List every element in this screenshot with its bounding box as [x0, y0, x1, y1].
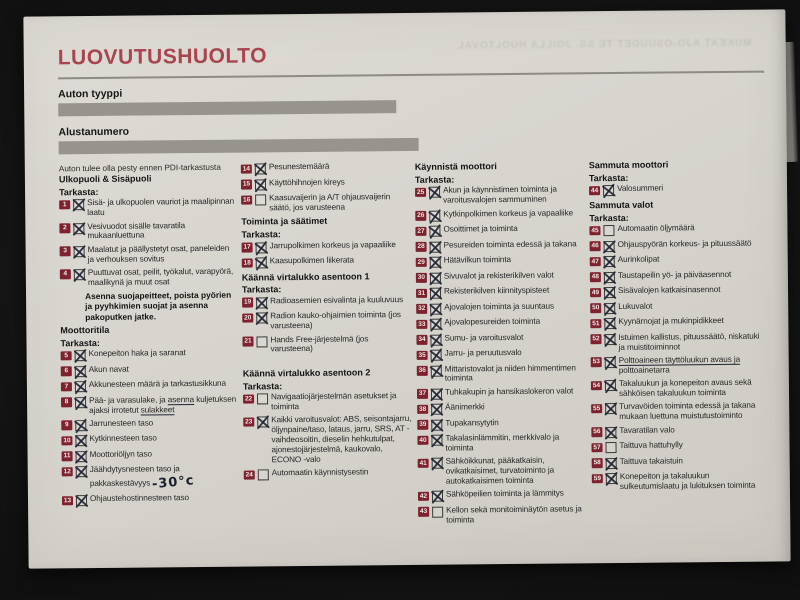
item-number-badge: 22: [244, 395, 253, 403]
checkbox-39[interactable]: [431, 419, 442, 430]
item-label: Kytkinpolkimen korkeus ja vapaaliike: [443, 207, 574, 219]
checklist-item-7: [61, 379, 238, 393]
item-number-badge: 59: [593, 474, 601, 482]
item-number-badge: 17: [243, 243, 251, 251]
checklist-item-16: [241, 192, 410, 213]
item-label: Polttoaineen täyttöluukun avaus ja polttoainetarra: [618, 354, 741, 375]
checkbox-20[interactable]: [256, 313, 267, 324]
checklist-item-31: [416, 285, 585, 299]
checklist-item-12: [62, 464, 239, 491]
checkbox-38[interactable]: [431, 404, 442, 415]
item-label: Takaluukun ja konepeiton avaus sekä sähköisen takaluukun toiminta: [618, 377, 752, 398]
checkbox-2[interactable]: [73, 223, 84, 234]
item-number-badge: 9: [61, 421, 72, 431]
item-label: Pesunestemäärä: [268, 161, 330, 172]
page-title: LUOVUTUSHUOLTO: [57, 44, 268, 70]
item-number-badge: 47: [591, 257, 599, 265]
checklist-item-37: [417, 386, 586, 400]
item-number-badge: 35: [418, 351, 426, 359]
checklist-item-28: [416, 239, 585, 253]
item-label: Kytkinnesteen taso: [89, 433, 157, 444]
section-heading: Ulkopuoli & Sisäpuoli: [58, 173, 152, 185]
checkbox-16[interactable]: [255, 194, 266, 205]
item-number-badge: 27: [417, 227, 425, 235]
item-number-badge: 14: [242, 165, 250, 173]
checkbox-51[interactable]: [604, 318, 615, 329]
item-label: Kaasuvaijerin ja A/T ohjausvaijerin säätö, jos varusteena: [269, 192, 391, 213]
item-number-badge: 39: [419, 421, 427, 429]
item-label: Taittuva hattuhylly: [619, 440, 683, 450]
section-heading: Toiminta ja säätimet: [241, 215, 328, 227]
item-number-badge: 28: [417, 242, 425, 250]
item-number-badge: 19: [243, 298, 252, 307]
item-label: Tuhkakupin ja hansikaslokeron valot: [444, 386, 574, 397]
checklist-item-43: [418, 504, 587, 525]
checklist-item-57: [591, 440, 766, 454]
item-label: Kaikki varoitusvalot: ABS, seisontajarru, öljynpaine/taso, lataus, jarru, SRS, AT -vaihdeosoitin, dieselin hehkutulpat, ajonestojärjestelmä, kaukovalo, ECONO -valo: [271, 414, 412, 465]
item-number-badge: 32: [418, 304, 426, 312]
checklist-item-55: [591, 401, 766, 422]
item-number-badge: 1: [59, 200, 70, 210]
item-label: Jarrupolkimen korkeus ja vapaaliike: [269, 239, 396, 250]
item-number-badge: 50: [592, 304, 600, 312]
checklist-item-36: [417, 363, 586, 384]
item-number-badge: 37: [418, 390, 427, 398]
bleed-through-text: MUKEAT AJO-OSUUDET TE SS. JOILLA HUOLTOVAL: [456, 37, 752, 52]
checkbox-6[interactable]: [75, 366, 86, 377]
item-number-badge: 56: [593, 428, 601, 436]
item-label: Kyynärnojat ja mukinpidikkeet: [618, 316, 724, 327]
checklist-item-6: [61, 363, 238, 377]
item-label: Automaatin käynnistysestin: [271, 467, 369, 478]
checkbox-4[interactable]: [74, 269, 85, 280]
item-number-badge: 20: [244, 314, 252, 322]
item-label: Aurinkolipat: [617, 254, 660, 265]
item-label: Automaatin öljymäärä: [617, 223, 695, 234]
item-number-badge: 55: [592, 404, 601, 413]
checkbox-8[interactable]: [75, 397, 86, 408]
checkbox-40[interactable]: [431, 435, 442, 446]
item-number-badge: 45: [591, 226, 599, 234]
checkbox-10[interactable]: [75, 436, 86, 447]
item-label: Akun navat: [88, 364, 129, 374]
item-number-badge: 48: [591, 273, 600, 281]
section-heading: Sammuta valot: [589, 199, 654, 211]
item-label: Pää- ja varasulake, ja asenna kuljetuksen ajaksi irrotetut sulakkeet: [89, 394, 237, 415]
item-number-badge: 10: [63, 437, 71, 445]
item-number-badge: 38: [418, 405, 427, 413]
item-label: Jarru- ja peruutusvalo: [444, 347, 522, 358]
checkbox-54[interactable]: [605, 380, 616, 391]
section-heading: Käynnistä moottori: [414, 161, 497, 172]
section-heading: Tarkasta:: [241, 284, 282, 295]
checkbox-9[interactable]: [75, 420, 86, 431]
item-label: Osoittimet ja toiminta: [443, 223, 518, 234]
checklist-columns: [59, 158, 773, 533]
checkbox-29[interactable]: [430, 257, 441, 268]
item-number-badge: 16: [242, 196, 251, 204]
item-number-badge: 23: [245, 418, 253, 426]
item-label: Sivuvalot ja rekisterikilven valot: [443, 270, 554, 281]
section-heading: Moottoritila: [60, 324, 110, 336]
item-number-badge: 7: [61, 382, 72, 392]
checkbox-55[interactable]: [605, 403, 616, 414]
item-number-badge: 34: [418, 335, 426, 343]
checklist-item-4: [60, 267, 237, 288]
checklist-item-24: [244, 467, 413, 481]
checklist-item-48: [590, 269, 765, 283]
checkbox-21[interactable]: [256, 336, 267, 347]
checklist-item-58: [592, 455, 767, 469]
item-label: Jarrunesteen taso: [89, 418, 154, 428]
checkbox-18[interactable]: [256, 257, 267, 268]
item-number-badge: 49: [591, 288, 600, 296]
checkbox-23[interactable]: [257, 417, 268, 428]
item-number-badge: 29: [417, 258, 425, 266]
item-label: Sisävalojen katkaisinasennot: [617, 285, 721, 296]
checklist-item-20: [242, 310, 411, 331]
item-number-badge: 31: [417, 289, 426, 297]
checkbox-31[interactable]: [430, 288, 441, 299]
item-number-badge: 58: [593, 459, 601, 467]
document-page: [23, 9, 790, 568]
item-number-badge: 12: [63, 468, 71, 476]
item-number-badge: 25: [416, 188, 425, 196]
item-label: Käyttöhihnojen kireys: [268, 177, 345, 187]
item-number-badge: 52: [592, 335, 600, 343]
item-label: Pesureiden toiminta edessä ja takana: [443, 238, 577, 250]
checklist-item-23: [243, 414, 412, 465]
item-label: Sähköpeilien toiminta ja lämmitys: [445, 488, 564, 500]
item-number-badge: 13: [63, 497, 72, 505]
checkbox-34[interactable]: [430, 334, 441, 345]
checklist-item-39: [417, 417, 586, 431]
checklist-item-2: [59, 220, 236, 241]
item-label: Sähköikkunat, pääkatkaisin, ovikatkaisimet, turvatoiminto ja autokatkaisimen toiminta: [445, 456, 555, 486]
checklist-item-29: [416, 254, 585, 268]
checkbox-37[interactable]: [431, 388, 442, 399]
checklist-item-45: [589, 223, 764, 237]
item-label: Istuimen kallistus, pituussäätö, niskatuki ja muistitoiminnot: [618, 331, 760, 352]
item-number-badge: 46: [591, 242, 599, 250]
checkbox-45[interactable]: [603, 225, 614, 236]
item-number-badge: 33: [418, 320, 426, 328]
item-label: Kaasupolkimen liikerata: [269, 255, 354, 266]
checkbox-56[interactable]: [605, 426, 616, 437]
section-heading: Tarkasta:: [589, 212, 629, 223]
section-heading: Käännä virtalukko asentoon 2: [242, 367, 371, 379]
section-heading: Tarkasta:: [242, 380, 283, 392]
item-label: Ajovalopesureiden toiminta: [444, 316, 541, 327]
section-heading: Käännä virtalukko asentoon 1: [241, 270, 370, 283]
section-heading: Tarkasta:: [59, 186, 99, 198]
item-label: Ohjauspyörän korkeus- ja pituussäätö: [617, 238, 752, 249]
checklist-item-47: [590, 254, 765, 268]
item-label: Jäähdytysnesteen taso ja pakkaskestävyys-30°c: [89, 464, 196, 493]
auton-tyyppi-label: Auton tyyppi: [58, 87, 123, 101]
checkbox-15[interactable]: [255, 179, 266, 190]
item-number-badge: 36: [418, 366, 426, 374]
item-label: Taustapeilin yö- ja päiväasennot: [617, 269, 732, 280]
title-rule: [58, 71, 764, 80]
checkbox-26[interactable]: [429, 210, 440, 221]
item-label: Lukuvalot: [618, 301, 653, 311]
auton-tyyppi-field[interactable]: [58, 100, 396, 116]
item-label: Hands Free-järjestelmä (jos varusteena): [270, 333, 369, 354]
checklist-item-54: [591, 378, 766, 399]
checkbox-24[interactable]: [258, 469, 269, 480]
checkbox-57[interactable]: [605, 442, 616, 453]
checklist-item-50: [590, 300, 765, 314]
checkbox-12[interactable]: [76, 467, 87, 478]
alustanumero-label: Alustanumero: [58, 125, 130, 139]
checkbox-52[interactable]: [604, 334, 615, 345]
checklist-item-9: [61, 418, 238, 432]
checklist-item-53: [591, 354, 766, 375]
checklist-item-25: [415, 185, 584, 206]
item-label: Radioasemien esivalinta ja kuuluvuus: [270, 294, 404, 306]
checkbox-19[interactable]: [256, 297, 267, 308]
checklist-column-3: [415, 159, 588, 529]
checkbox-11[interactable]: [76, 451, 87, 462]
checkbox-36[interactable]: [431, 365, 442, 376]
item-label: Mittaristovalot ja niiden himmentimen toiminta: [444, 362, 576, 384]
checkbox-3[interactable]: [74, 246, 85, 257]
section-heading: Tarkasta:: [414, 174, 455, 185]
checklist-item-1: [59, 197, 236, 218]
checkbox-58[interactable]: [606, 457, 617, 468]
item-number-badge: 2: [59, 223, 70, 233]
item-label: Maalatut ja päällystetyt osat, paneleiden ja verhouksen sovitus: [87, 243, 230, 264]
checkbox-14[interactable]: [255, 163, 266, 174]
checklist-column-2: [241, 161, 414, 531]
checklist-item-10: [61, 433, 238, 447]
item-number-badge: 40: [419, 436, 427, 444]
checklist-item-19: [242, 295, 411, 309]
intro-text: Auton tulee olla pesty ennen PDI-tarkastusta: [58, 162, 221, 174]
item-number-badge: 43: [419, 508, 428, 516]
item-label: Vesivuodot sisälle tavaratila mukaanluettuna: [87, 220, 186, 241]
checkbox-32[interactable]: [430, 303, 441, 314]
item-label: Konepeiton ja takaluukun sulkeutumislaatu ja lukituksen toiminta: [619, 471, 756, 491]
item-label: Taittuva takaistuin: [619, 455, 683, 466]
alustanumero-field[interactable]: [59, 138, 419, 154]
checklist-item-13: [62, 493, 239, 507]
checkbox-7[interactable]: [75, 381, 86, 392]
item-number-badge: 5: [61, 351, 72, 361]
checkbox-44[interactable]: [603, 185, 614, 196]
item-number-badge: 3: [60, 246, 71, 256]
checklist-item-49: [590, 285, 765, 299]
checklist-item-34: [416, 332, 585, 346]
checklist-item-59: [592, 471, 767, 492]
item-label: Ohjaustehostinnesteen taso: [89, 493, 189, 504]
section-heading: Tarkasta:: [588, 172, 629, 183]
item-number-badge: 30: [417, 273, 426, 281]
item-number-badge: 57: [593, 443, 601, 451]
checkbox-28[interactable]: [430, 241, 441, 252]
item-number-badge: 4: [60, 270, 71, 280]
checklist-item-42: [418, 489, 587, 503]
item-number-badge: 26: [417, 211, 425, 219]
item-label: Turvavöiden toiminta edessä ja takana mukaan luettuna muistutustoiminto: [619, 400, 756, 422]
item-label: Puuttuvat osat, peilit, työkalut, varapyörä, maalikynä ja muut osat: [87, 266, 234, 287]
checkbox-5[interactable]: [75, 350, 86, 361]
checklist-item-41: [418, 456, 587, 487]
item-label: Tavaratilan valo: [619, 424, 675, 435]
item-label: Hätävilkun toiminta: [443, 255, 512, 265]
checkbox-41[interactable]: [432, 458, 443, 469]
section-heading: Sammuta moottori: [588, 159, 669, 171]
checklist-item-44: [589, 183, 764, 197]
checkbox-42[interactable]: [432, 491, 443, 502]
item-label: Radion kauko-ohjaimien toiminta (jos varusteena): [270, 310, 401, 331]
handwritten-annotation: -30°c: [151, 473, 196, 493]
checklist-item-40: [417, 433, 586, 454]
checklist-item-21: [242, 334, 411, 355]
item-label: Akkunesteen määrä ja tarkastusikkuna: [88, 378, 226, 390]
item-number-badge: 41: [419, 459, 427, 467]
checkbox-13[interactable]: [76, 495, 87, 506]
item-number-badge: 21: [244, 337, 252, 345]
checkbox-35[interactable]: [431, 350, 442, 361]
checkbox-22[interactable]: [257, 394, 268, 405]
checkbox-30[interactable]: [430, 272, 441, 283]
item-number-badge: 15: [242, 180, 251, 188]
checkbox-47[interactable]: [604, 256, 615, 267]
checklist-item-26: [415, 208, 584, 222]
checkbox-33[interactable]: [430, 319, 441, 330]
item-number-badge: 6: [61, 366, 72, 376]
form-fields: [58, 82, 769, 155]
checkbox-43[interactable]: [432, 507, 443, 518]
checkbox-49[interactable]: [604, 287, 615, 298]
item-label: Sumu- ja varoitusvalot: [444, 332, 524, 343]
checkbox-25[interactable]: [429, 187, 440, 198]
item-number-badge: 11: [62, 452, 73, 462]
item-label: Sisä- ja ulkopuolen vauriot ja maalipinnan laatu: [87, 197, 235, 218]
checkbox-50[interactable]: [604, 303, 615, 314]
checkbox-46[interactable]: [604, 241, 615, 252]
checklist-item-5: [61, 348, 238, 362]
item-number-badge: 53: [592, 358, 600, 366]
spacer: [243, 357, 412, 368]
checklist-item-32: [416, 301, 585, 315]
checkbox-17[interactable]: [256, 242, 267, 253]
checklist-item-46: [590, 238, 765, 252]
item-label: Äänimerkki: [445, 402, 485, 412]
item-label: Kellon sekä monitoiminäytön asetus ja toiminta: [446, 504, 582, 525]
item-number-badge: 8: [61, 397, 72, 407]
checklist-column-1: [59, 163, 240, 533]
checklist-column-4: [589, 158, 768, 528]
checklist-item-33: [416, 316, 585, 330]
section-heading: Tarkasta:: [60, 337, 100, 348]
item-number-badge: 54: [592, 381, 601, 389]
item-label: Navigaatiojärjestelmän asetukset ja toiminta: [270, 391, 397, 412]
checklist-item-18: [242, 255, 411, 269]
item-label: Konepeiton haka ja saranat: [88, 348, 186, 359]
checkbox-59[interactable]: [606, 473, 617, 484]
checklist-item-17: [242, 240, 411, 254]
section-heading: Tarkasta:: [241, 229, 281, 240]
checklist-item-38: [417, 402, 586, 416]
item-label: Tupakansytytin: [445, 417, 499, 428]
item-label: Takalasinlämmitin, merkkivalo ja toiminta: [445, 432, 560, 453]
checklist-item-3: [60, 243, 237, 264]
item-number-badge: 42: [419, 492, 428, 500]
item-number-badge: 51: [592, 319, 600, 327]
checkbox-27[interactable]: [429, 226, 440, 237]
item-label: Ajovalojen toiminta ja suuntaus: [444, 301, 554, 312]
checklist-item-56: [591, 424, 766, 438]
checkbox-1[interactable]: [73, 199, 84, 210]
item-label: Moottoriöljyn taso: [89, 449, 152, 459]
checklist-item-27: [415, 223, 584, 237]
item-number-badge: 24: [245, 471, 253, 479]
checklist-item-11: [62, 449, 239, 463]
item-label: Akun ja käynnistimen toiminta ja varoitusvalojen sammuminen: [443, 184, 557, 205]
checklist-item-8: [61, 394, 238, 415]
checklist-item-30: [416, 270, 585, 284]
item-label: Valosummeri: [617, 183, 664, 194]
checkbox-48[interactable]: [604, 272, 615, 283]
checklist-item-14: [241, 161, 410, 175]
checklist-item-51: [590, 316, 765, 330]
item-number-badge: 18: [243, 259, 251, 267]
checklist-item-22: [243, 391, 412, 412]
checklist-item-52: [590, 331, 765, 352]
checkbox-53[interactable]: [605, 357, 616, 368]
checklist-item-35: [417, 347, 586, 361]
item-label: Rekisterikilven kiinnityspisteet: [443, 285, 550, 296]
checklist-item-15: [241, 176, 410, 190]
instruction-note: Asenna suojapeitteet, poista pyörien ja pyyhkimien suojat ja asenna pakoputken jatke.: [85, 289, 232, 322]
item-number-badge: 44: [590, 187, 599, 195]
